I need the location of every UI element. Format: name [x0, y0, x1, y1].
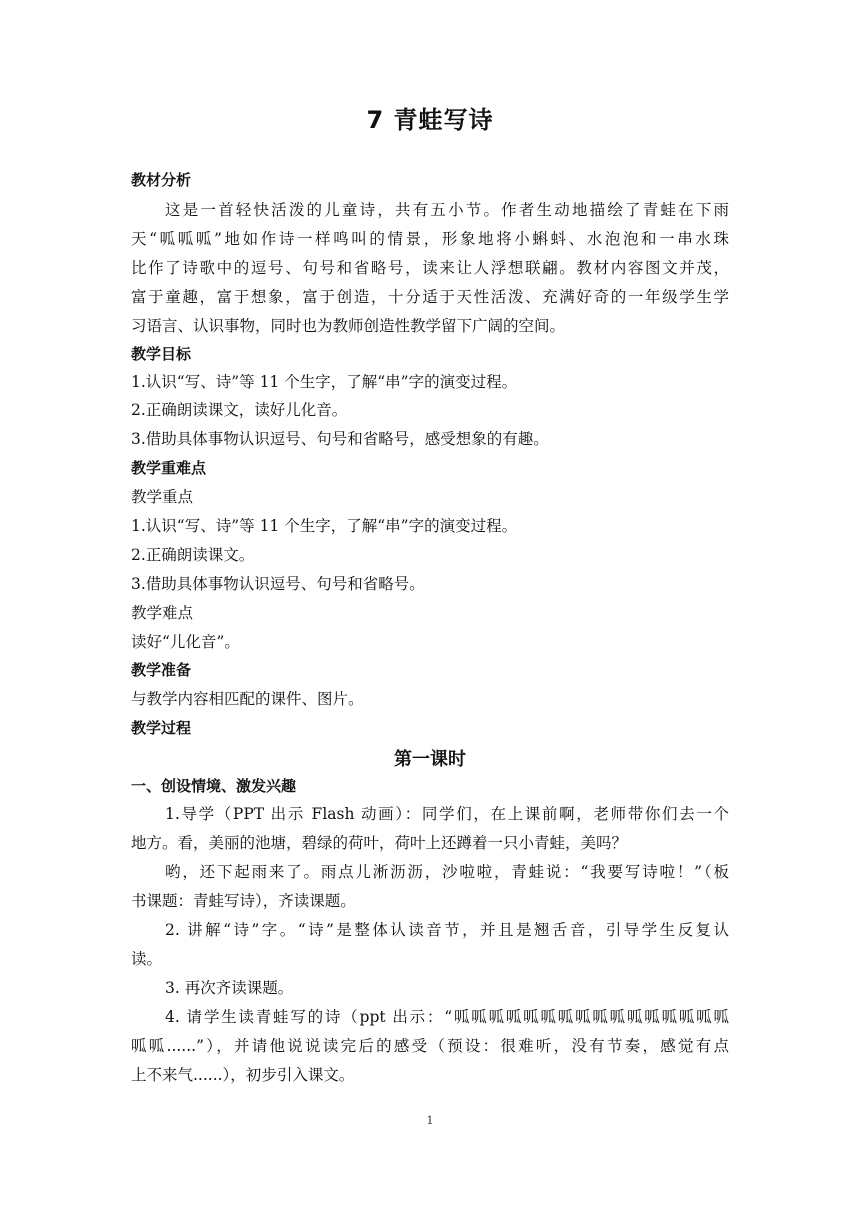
- lesson-heading: 第一课时: [394, 749, 466, 770]
- paragraph-line: 哟，还下起雨来了。雨点儿淅沥沥，沙啦啦，青蛙说：“我要写诗啦！”（板: [165, 863, 729, 881]
- paragraph-line: 富于童趣，富于想象，富于创造，十分适于天性活泼、充满好奇的一年级学生学: [131, 288, 729, 306]
- document-title: 7 青蛙写诗: [366, 106, 494, 134]
- paragraph-line: 这是一首轻快活泼的儿童诗，共有五小节。作者生动地描绘了青蛙在下雨: [165, 201, 729, 219]
- subheading-focus: 教学重点: [131, 488, 194, 506]
- subheading-difficulty: 教学难点: [131, 604, 194, 622]
- paragraph-line: 习语言、认识事物，同时也为教师创造性教学留下广阔的空间。: [131, 317, 566, 335]
- paragraph-line: 上不来气......），初步引入课文。: [131, 1066, 355, 1084]
- paragraph-line: 4. 请学生读青蛙写的诗（ppt 出示：“呱呱呱呱呱呱呱呱呱呱呱呱呱呱呱呱: [165, 1008, 729, 1026]
- paragraph-line: 读。: [131, 950, 163, 968]
- paragraph-line: 地方。看，美丽的池塘，碧绿的荷叶，荷叶上还蹲着一只小青蛙，美吗？: [131, 834, 628, 852]
- paragraph-line: 书课题：青蛙写诗），齐读课题。: [131, 892, 356, 910]
- paragraph-line: 2. 讲解“诗”字。“诗”是整体认读音节，并且是翘舌音，引导学生反复认: [165, 921, 729, 939]
- preparation-text: 与教学内容相匹配的课件、图片。: [131, 690, 364, 708]
- page-number: 1: [426, 1114, 434, 1127]
- section-heading-preparation: 教学准备: [131, 661, 192, 679]
- paragraph-line: 天“呱呱呱”地如作诗一样鸣叫的情景，形象地将小蝌蚪、水泡泡和一串水珠: [131, 230, 729, 248]
- list-item: 2.正确朗读课文，读好儿化音。: [131, 401, 348, 419]
- list-item: 2.正确朗读课文。: [131, 546, 255, 564]
- paragraph-line: 呱呱......”），并请他说说读完后的感受（预设：很难听，没有节奏，感觉有点: [131, 1037, 729, 1055]
- paragraph-line: 1.导学（PPT 出示 Flash 动画）：同学们，在上课前啊，老师带你们去一个: [165, 805, 729, 823]
- section-heading-goals: 教学目标: [131, 345, 192, 363]
- section-heading-keypoints: 教学重难点: [131, 459, 207, 477]
- difficulty-text: 读好“儿化音”。: [131, 633, 240, 651]
- paragraph-line: 3. 再次齐读课题。: [165, 979, 294, 997]
- paragraph-line: 比作了诗歌中的逗号、句号和省略号，读来让人浮想联翩。教材内容图文并茂，: [131, 259, 729, 277]
- part-heading: 一、创设情境、激发兴趣: [131, 777, 297, 795]
- list-item: 1.认识“写、诗”等 11 个生字，了解“串”字的演变过程。: [131, 517, 518, 535]
- section-heading-analysis: 教材分析: [131, 171, 192, 189]
- section-heading-process: 教学过程: [131, 719, 192, 737]
- list-item: 3.借助具体事物认识逗号、句号和省略号。: [131, 575, 425, 593]
- list-item: 3.借助具体事物认识逗号、句号和省略号，感受想象的有趣。: [131, 430, 549, 448]
- list-item: 1.认识“写、诗”等 11 个生字，了解“串”字的演变过程。: [131, 373, 518, 391]
